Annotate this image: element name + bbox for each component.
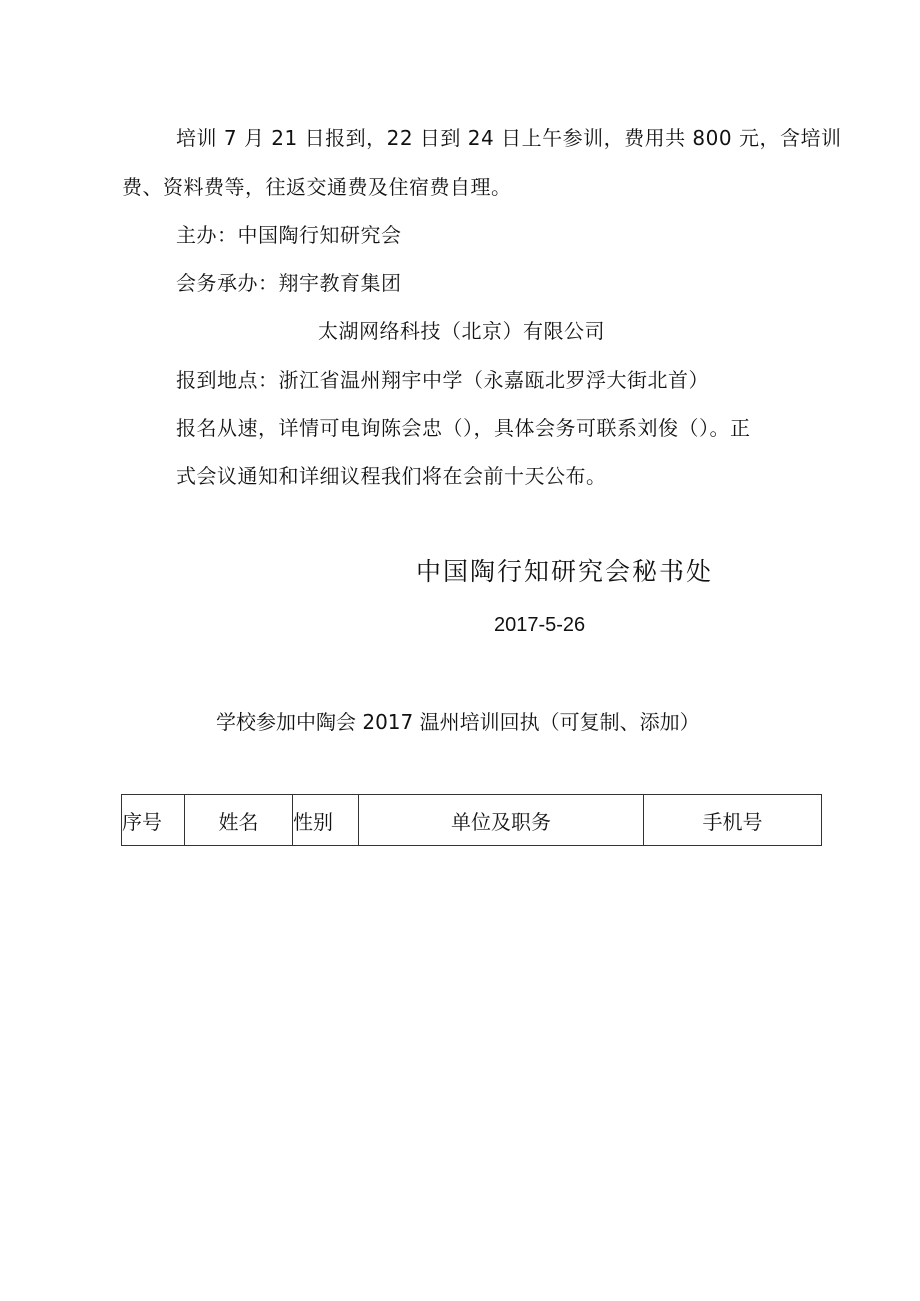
column-header-serial: 序号 xyxy=(122,795,185,846)
receipt-table xyxy=(121,794,822,846)
fee-paragraph-line-2: 费、资料费等，往返交通费及住宿费自理。 xyxy=(122,175,512,199)
signature-org: 中国陶行知研究会秘书处 xyxy=(416,557,714,586)
table-header-row xyxy=(122,795,822,846)
column-header-name: 姓名 xyxy=(185,795,293,846)
column-header-position: 单位及职务 xyxy=(359,795,644,846)
host-line: 主办：中国陶行知研究会 xyxy=(176,223,402,247)
contact-paragraph-line-1: 报名从速，详情可电询陈会忠（），具体会务可联系刘俊（）。正 xyxy=(176,416,751,440)
contact-paragraph-line-2: 式会议通知和详细议程我们将在会前十天公布。 xyxy=(176,464,607,488)
column-header-gender: 性别 xyxy=(293,795,359,846)
co-organizer-line: 太湖网络科技（北京）有限公司 xyxy=(318,319,605,343)
receipt-title: 学校参加中陶会 2017 温州培训回执（可复制、添加） xyxy=(216,710,700,734)
column-header-phone: 手机号 xyxy=(644,795,822,846)
signature-date: 2017-5-26 xyxy=(494,614,586,636)
organizer-line: 会务承办：翔宇教育集团 xyxy=(176,271,402,295)
fee-paragraph-line-1: 培训 7 月 21 日报到，22 日到 24 日上午参训，费用共 800 元，含培训 xyxy=(176,126,842,150)
location-line: 报到地点：浙江省温州翔宇中学（永嘉瓯北罗浮大街北首） xyxy=(176,368,709,392)
